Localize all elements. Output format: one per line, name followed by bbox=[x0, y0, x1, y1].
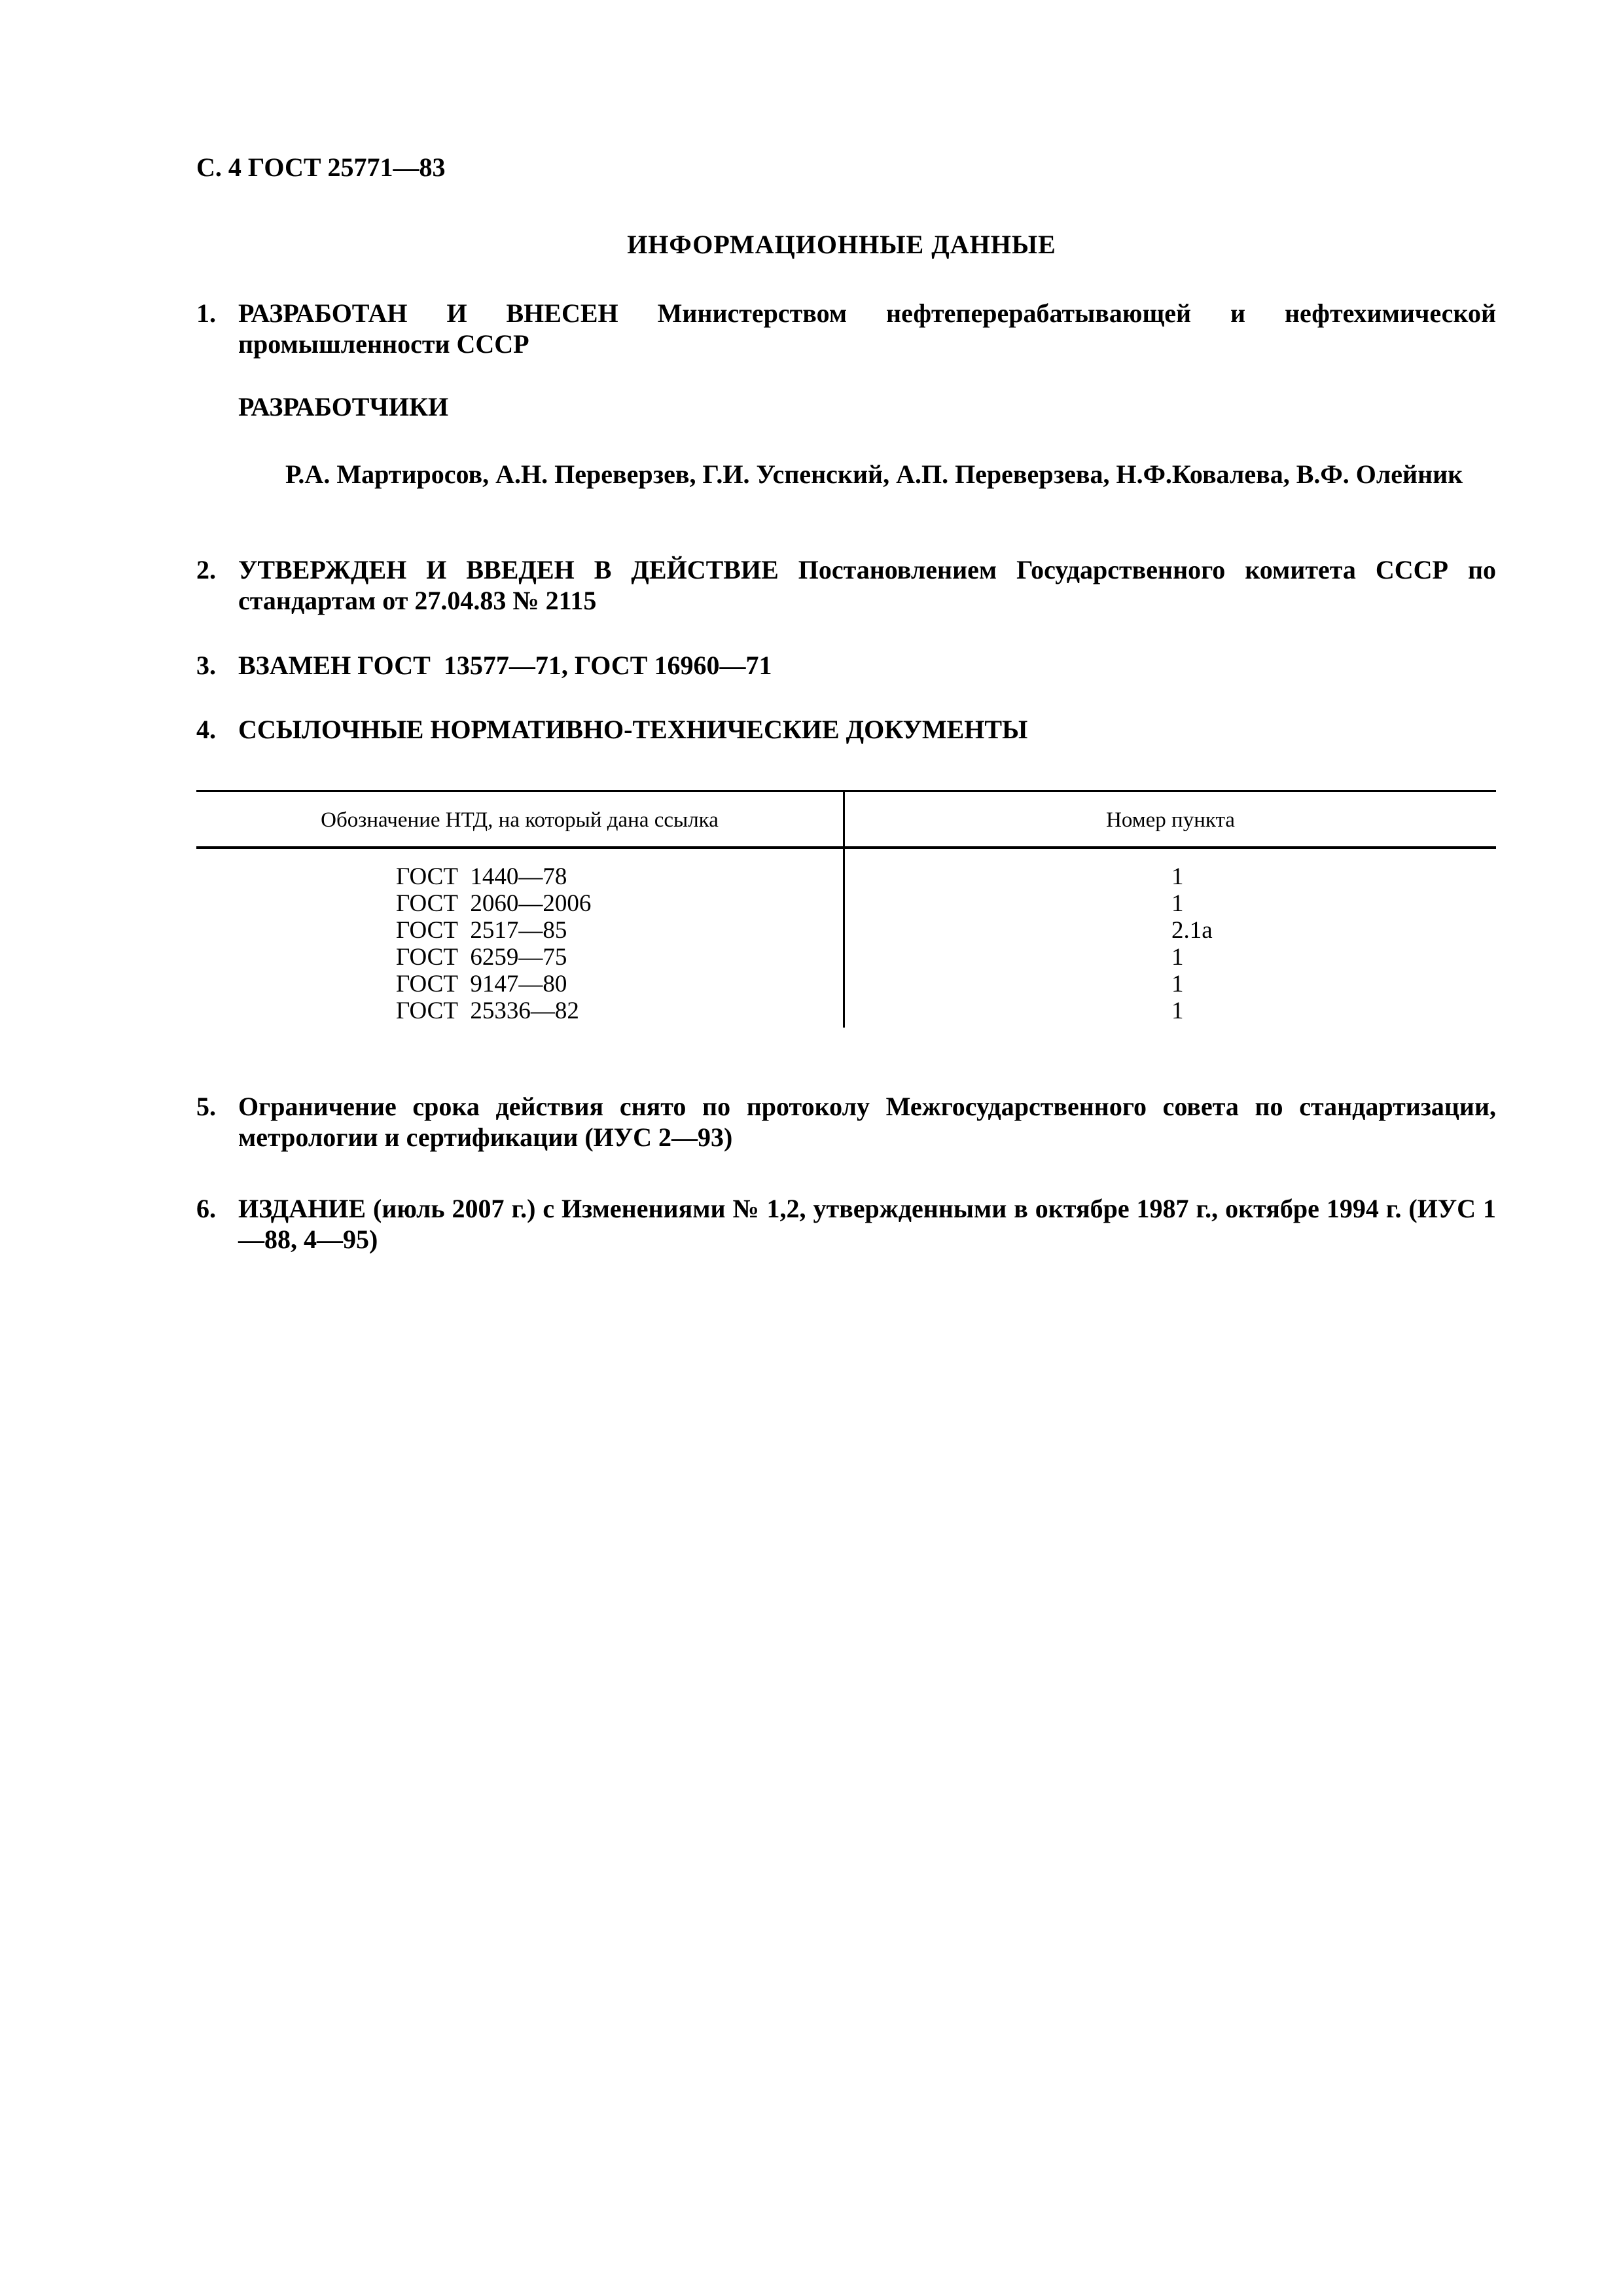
clause-cell: 2.1а bbox=[1171, 917, 1213, 944]
table-row bbox=[196, 997, 1496, 1024]
list-item bbox=[196, 1091, 1496, 1153]
clause-cell: 1 bbox=[1171, 997, 1184, 1024]
list-item bbox=[196, 714, 1496, 745]
table-header-rule bbox=[196, 846, 1496, 849]
item-text: УТВЕРЖДЕН И ВВЕДЕН В ДЕЙСТВИЕ Постановлением Государственного комитета СССР по стандартам от 27.04.83 № 2115 bbox=[238, 555, 1496, 615]
list-item bbox=[196, 554, 1496, 616]
table-top-rule bbox=[196, 790, 1496, 792]
item-text: ВЗАМЕН ГОСТ 13577—71, ГОСТ 16960—71 bbox=[238, 651, 772, 680]
list-item bbox=[196, 298, 1496, 359]
designation-cell: ГОСТ 9147—80 bbox=[396, 971, 567, 997]
designation-cell: ГОСТ 25336—82 bbox=[396, 997, 579, 1024]
table-row bbox=[196, 863, 1496, 890]
list-item bbox=[196, 1193, 1496, 1255]
item-number: 6. bbox=[196, 1194, 216, 1223]
designation-cell: ГОСТ 2060—2006 bbox=[396, 890, 592, 917]
item-number: 1. bbox=[196, 298, 216, 328]
column-header-designation: Обозначение НТД, на который дана ссылка bbox=[321, 808, 719, 832]
item-number: 3. bbox=[196, 651, 216, 680]
designation-cell: ГОСТ 6259—75 bbox=[396, 944, 567, 971]
item-number: 4. bbox=[196, 715, 216, 744]
developers-names: Р.А. Мартиросов, А.Н. Переверзев, Г.И. Успенский, А.П. Переверзева, Н.Ф.Ковалева, В.Ф. Олейник bbox=[285, 459, 1463, 489]
table-row bbox=[196, 971, 1496, 997]
developers-heading: РАЗРАБОТЧИКИ bbox=[238, 392, 449, 422]
clause-cell: 1 bbox=[1171, 944, 1184, 971]
item-number: 2. bbox=[196, 555, 216, 584]
table-row bbox=[196, 917, 1496, 944]
item-text: РАЗРАБОТАН И ВНЕСЕН Министерством нефтеперерабатывающей и нефтехимической промышленности СССР bbox=[238, 298, 1496, 359]
item-text: ИЗДАНИЕ (июль 2007 г.) с Изменениями № 1,2, утвержденными в октябре 1987 г., октябре 1994 г. (ИУС 1—88, 4—95) bbox=[238, 1194, 1496, 1254]
document-title: ИНФОРМАЦИОННЫЕ ДАННЫЕ bbox=[627, 230, 1056, 259]
clause-cell: 1 bbox=[1171, 890, 1184, 917]
item-number: 5. bbox=[196, 1092, 216, 1121]
designation-cell: ГОСТ 2517—85 bbox=[396, 917, 567, 944]
reference-table bbox=[196, 790, 1496, 1028]
page-header: С. 4 ГОСТ 25771—83 bbox=[196, 152, 446, 182]
designation-cell: ГОСТ 1440—78 bbox=[396, 863, 567, 890]
clause-cell: 1 bbox=[1171, 863, 1184, 890]
table-row bbox=[196, 944, 1496, 971]
table-body bbox=[196, 863, 1496, 1024]
clause-cell: 1 bbox=[1171, 971, 1184, 997]
item-text: Ограничение срока действия снято по протоколу Межгосударственного совета по стандартизации, метрологии и сертификации (ИУС 2—93) bbox=[238, 1092, 1496, 1152]
table-row bbox=[196, 890, 1496, 917]
column-header-clause: Номер пункта bbox=[1106, 808, 1235, 832]
list-item bbox=[196, 650, 1496, 681]
item-text: ССЫЛОЧНЫЕ НОРМАТИВНО-ТЕХНИЧЕСКИЕ ДОКУМЕНТЫ bbox=[238, 715, 1028, 744]
